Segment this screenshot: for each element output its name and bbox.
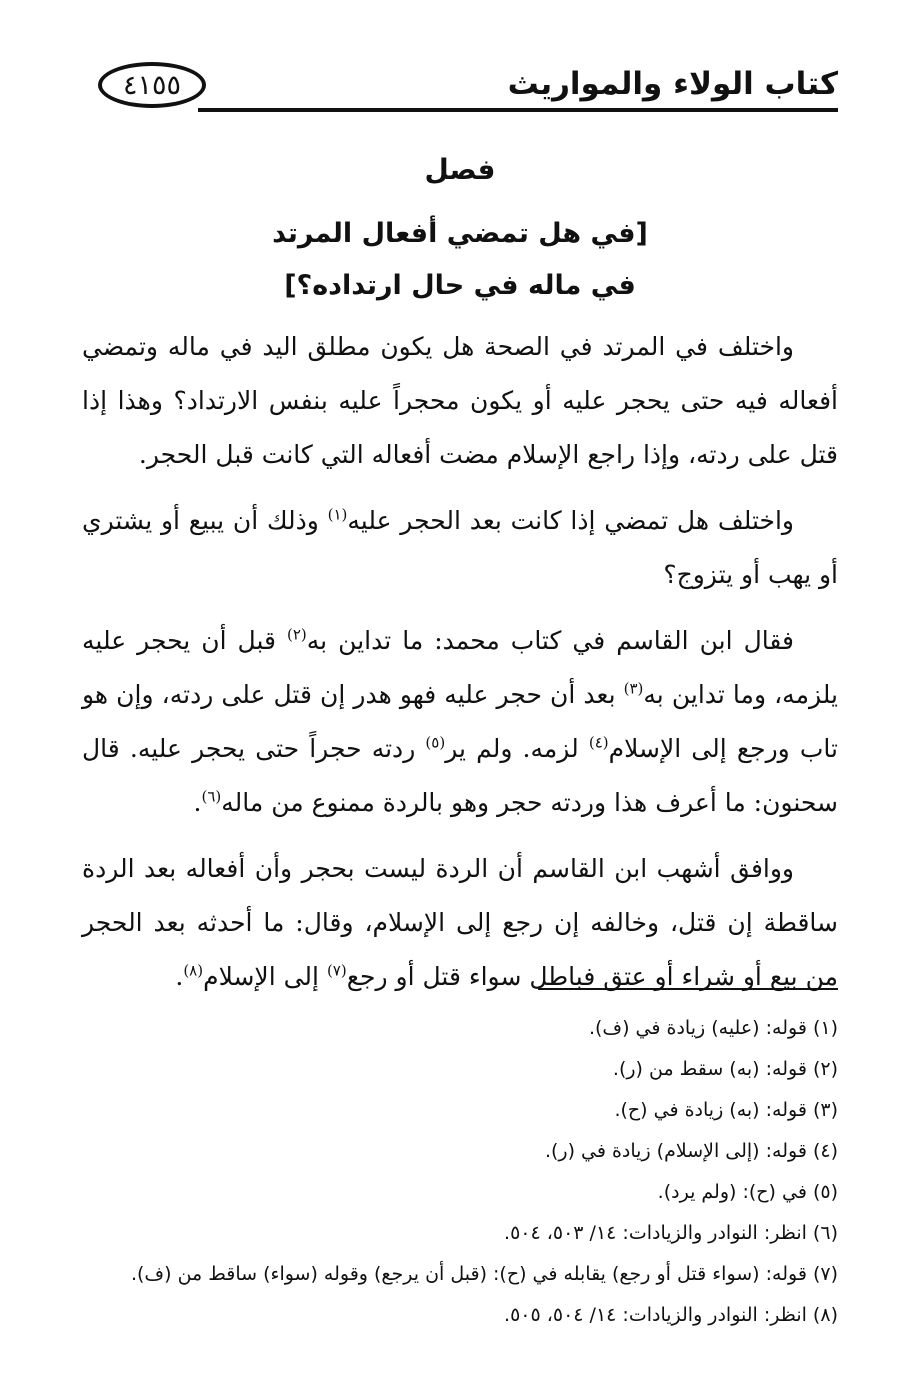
footnote-7: (٧) قوله: (سواء قتل أو رجع) يقابله في (ح): (قبل أن يرجع) وقوله (سواء) ساقط من (ف).: [130, 1263, 838, 1285]
running-header-title: كتاب الولاء والمواريث: [507, 66, 838, 102]
paragraph-4: [82, 842, 838, 1004]
footnote-marker-8[interactable]: (٨): [183, 961, 204, 980]
page-number-badge: [98, 62, 206, 108]
paragraph-text: واختلف في المرتد في الصحة هل يكون مطلق اليد في ماله وتمضي أفعاله فيه حتى يحجر عليه أو يكون محجراً عليه بنفس الارتداد؟ وهذا إذا قتل على ردته، وإذا راجع الإسلام مضت أفعاله التي كانت قبل الحجر.: [82, 332, 838, 469]
footnote-3: (٣) قوله: (به) زيادة في (ح).: [614, 1099, 838, 1121]
footnote-separator: [538, 988, 838, 990]
header-rule: [198, 108, 838, 112]
paragraph-1: [82, 320, 838, 482]
paragraph-text: .: [175, 962, 184, 991]
section-title-line-1: [في هل تمضي أفعال المرتد: [272, 218, 648, 249]
footnotes: [82, 1008, 838, 1336]
footnote-marker-5[interactable]: (٥): [425, 733, 446, 752]
footnote-2: (٢) قوله: (به) سقط من (ر).: [612, 1058, 838, 1080]
footnote-4: (٤) قوله: (إلى الإسلام) زيادة في (ر).: [544, 1140, 838, 1162]
paragraph-text: قبل أن يحجر عليه يلزمه، وما تداين به: [82, 626, 838, 709]
section-label: فصل: [424, 153, 496, 186]
section-title-line-2: في ماله في حال ارتداده؟]: [284, 270, 636, 301]
footnote-6: (٦) انظر: النوادر والزيادات: ١٤/ ٥٠٣، ٥٠٤.: [504, 1222, 838, 1244]
paragraph-text: وذلك أن يبيع أو يشتري أو يهب أو يتزوج؟: [82, 506, 838, 589]
footnote-8: (٨) انظر: النوادر والزيادات: ١٤/ ٥٠٤، ٥٠٥.: [504, 1304, 838, 1326]
footnote-marker-7[interactable]: (٧): [326, 961, 347, 980]
paragraph-text: ردته حجراً حتى يحجر عليه. قال سحنون: ما أعرف هذا وردته حجر وهو بالردة ممنوع من ماله: [82, 734, 838, 817]
footnote-marker-1[interactable]: (١): [327, 505, 348, 524]
paragraph-text: .: [193, 788, 202, 817]
footnote-marker-6[interactable]: (٦): [201, 787, 222, 806]
footnote-1: (١) قوله: (عليه) زيادة في (ف).: [588, 1017, 838, 1039]
body-text: [82, 320, 838, 1016]
paragraph-text: ووافق أشهب ابن القاسم أن الردة ليست بحجر وأن أفعاله بعد الردة ساقطة إن قتل، وخالفه إن رجع إلى الإسلام، وقال: ما أحدثه بعد الحجر من بيع أو شراء أو عتق فباطل سواء قتل أو رجع: [82, 854, 838, 991]
paragraph-text: واختلف هل تمضي إذا كانت بعد الحجر عليه: [347, 506, 794, 535]
paragraph-text: لزمه. ولم ير: [445, 734, 589, 763]
footnote-5: (٥) في (ح): (ولم يرد).: [657, 1181, 838, 1203]
page-number: ٤١٥٥: [123, 69, 182, 101]
paragraph-text: بعد أن حجر عليه فهو هدر إن قتل على ردته، وإن هو تاب ورجع إلى الإسلام: [82, 680, 838, 763]
footnote-marker-2[interactable]: (٢): [287, 625, 307, 644]
paragraph-3: [82, 614, 838, 830]
footnote-marker-3[interactable]: (٣): [623, 679, 644, 698]
footnote-marker-4[interactable]: (٤): [588, 733, 609, 752]
paragraph-2: [82, 494, 838, 602]
paragraph-text: إلى الإسلام: [203, 962, 327, 991]
paragraph-text: فقال ابن القاسم في كتاب محمد: ما تداين به: [306, 626, 794, 655]
